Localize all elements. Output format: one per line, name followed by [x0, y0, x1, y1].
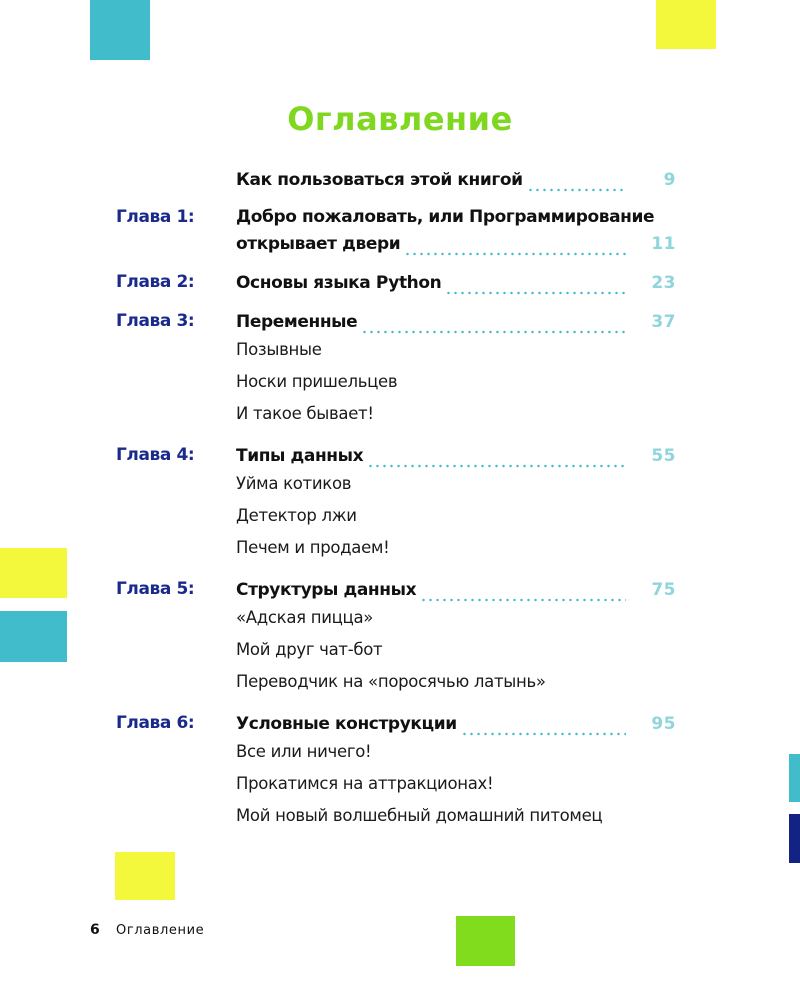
decor-square-yellow-bottom — [115, 852, 175, 900]
section-item[interactable]: Мой друг чат-бот — [236, 640, 383, 659]
toc-entry-chapter-5[interactable] — [236, 578, 676, 602]
toc-entry-label: открывает двери — [236, 234, 401, 254]
decor-square-yellow-left — [0, 548, 67, 598]
toc-page-number: 95 — [651, 714, 676, 734]
page-title: Оглавление — [287, 100, 513, 138]
toc-entry-chapter-3[interactable] — [236, 310, 676, 334]
section-item[interactable]: «Адская пицца» — [236, 608, 374, 627]
toc-entry-chapter-1[interactable] — [236, 232, 676, 256]
decor-square-teal-right — [789, 754, 800, 802]
toc-entry-chapter-4[interactable] — [236, 444, 676, 468]
toc-entry-chapter-2[interactable] — [236, 271, 676, 295]
leader-dots — [445, 275, 626, 295]
toc-entry-chapter-6[interactable] — [236, 712, 676, 736]
toc-page-number: 55 — [651, 446, 676, 466]
toc-entry-label: Переменные — [236, 312, 358, 332]
section-item[interactable]: И такое бывает! — [236, 404, 374, 423]
section-item[interactable]: Печем и продаем! — [236, 538, 390, 557]
chapter-3-label: Глава 3: — [116, 311, 195, 331]
section-item[interactable]: Прокатимся на аттракционах! — [236, 774, 494, 793]
chapter-5-label: Глава 5: — [116, 579, 195, 599]
chapter-1-title-line1[interactable]: Добро пожаловать, или Программирование — [236, 207, 655, 227]
toc-entry-label: Типы данных — [236, 446, 364, 466]
leader-dots — [461, 716, 626, 736]
section-item[interactable]: Все или ничего! — [236, 742, 372, 761]
chapter-4-label: Глава 4: — [116, 445, 195, 465]
section-item[interactable]: Мой новый волшебный домашний питомец — [236, 806, 603, 825]
section-item[interactable]: Позывные — [236, 340, 322, 359]
chapter-2-label: Глава 2: — [116, 272, 195, 292]
decor-square-yellow-top — [656, 0, 716, 49]
toc-page-number: 11 — [651, 234, 676, 254]
toc-entry-label: Основы языка Python — [236, 273, 442, 293]
footer-label: Оглавление — [116, 923, 205, 938]
section-item[interactable]: Уйма котиков — [236, 474, 352, 493]
chapter-6-label: Глава 6: — [116, 713, 195, 733]
chapter-1-label: Глава 1: — [116, 207, 195, 227]
decor-square-teal-top — [90, 0, 150, 60]
leader-dots — [404, 236, 626, 256]
section-item[interactable]: Носки пришельцев — [236, 372, 398, 391]
leader-dots — [420, 582, 626, 602]
toc-entry-label: Условные конструкции — [236, 714, 457, 734]
toc-entry-label: Структуры данных — [236, 580, 417, 600]
toc-entry-label: Как пользоваться этой книгой — [236, 170, 523, 190]
toc-page-number: 37 — [651, 312, 676, 332]
toc-page-number: 23 — [651, 273, 676, 293]
toc-page-number: 75 — [651, 580, 676, 600]
toc-page-number: 9 — [663, 170, 676, 190]
leader-dots — [527, 172, 626, 192]
toc-entry-intro[interactable] — [236, 168, 676, 192]
decor-square-navy-right — [789, 814, 800, 863]
decor-square-teal-left — [0, 611, 67, 662]
leader-dots — [361, 314, 626, 334]
section-item[interactable]: Переводчик на «поросячью латынь» — [236, 672, 546, 691]
footer-page-number: 6 — [90, 922, 100, 938]
leader-dots — [367, 448, 626, 468]
decor-square-green-bottom — [456, 916, 515, 966]
section-item[interactable]: Детектор лжи — [236, 506, 357, 525]
